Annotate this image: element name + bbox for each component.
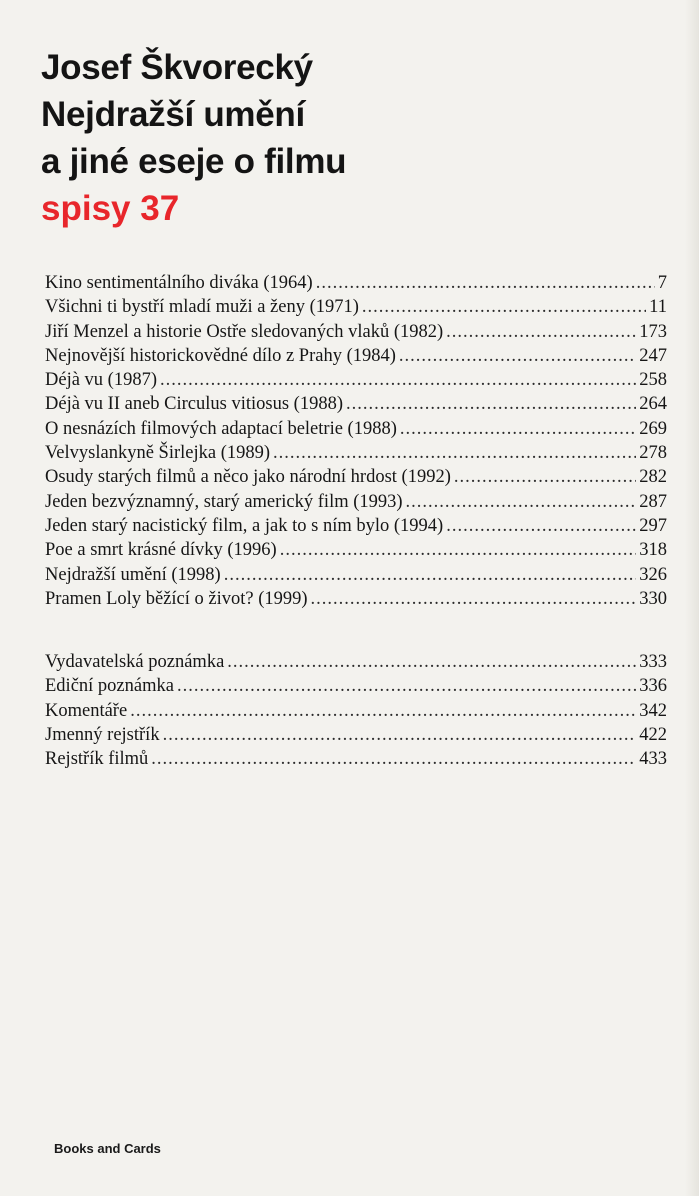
toc-entry-title: Osudy starých filmů a něco jako národní hrdost (1992) (45, 467, 451, 488)
toc-entry (45, 723, 667, 747)
table-of-contents-main (45, 271, 667, 611)
toc-entry-page: 173 (639, 321, 667, 342)
toc-entry-page: 336 (639, 676, 667, 697)
toc-entry-title: O nesnázích filmových adaptací beletrie (1988) (45, 418, 397, 439)
toc-dot-leader (224, 563, 637, 587)
title-block (41, 44, 346, 232)
toc-entry (45, 587, 667, 611)
toc-entry (45, 563, 667, 587)
toc-entry (45, 650, 667, 674)
toc-entry-page: 11 (649, 297, 667, 318)
book-title-line-2: a jiné eseje o filmu (41, 142, 347, 181)
toc-entry-title: Komentáře (45, 700, 128, 721)
page-edge (685, 0, 699, 1196)
toc-entry (45, 699, 667, 723)
toc-dot-leader (400, 417, 636, 441)
toc-dot-leader (130, 699, 636, 723)
toc-dot-leader (311, 587, 637, 611)
toc-entry-page: 258 (639, 370, 667, 391)
toc-entry (45, 368, 667, 392)
toc-entry (45, 417, 667, 441)
toc-dot-leader (177, 674, 636, 698)
toc-dot-leader (316, 271, 655, 295)
toc-entry (45, 295, 667, 319)
toc-entry-title: Déjà vu II aneb Circulus vitiosus (1988) (45, 394, 343, 415)
toc-entry-title: Déjà vu (1987) (45, 370, 157, 391)
toc-dot-leader (406, 490, 637, 514)
toc-dot-leader (399, 344, 636, 368)
toc-dot-leader (227, 650, 636, 674)
toc-entry-page: 342 (639, 700, 667, 721)
toc-entry (45, 465, 667, 489)
toc-entry-page: 297 (639, 515, 667, 536)
toc-entry-page: 326 (639, 564, 667, 585)
toc-entry (45, 747, 667, 771)
toc-dot-leader (273, 441, 636, 465)
toc-dot-leader (163, 723, 637, 747)
table-of-contents-back-matter (45, 650, 667, 771)
toc-entry (45, 344, 667, 368)
toc-entry-title: Jiří Menzel a historie Ostře sledovaných vlaků (1982) (45, 321, 444, 342)
toc-entry-title: Kino sentimentálního diváka (1964) (45, 273, 313, 293)
toc-dot-leader (346, 392, 636, 416)
toc-entry-page: 264 (639, 394, 667, 415)
toc-entry (45, 490, 667, 514)
toc-entry-title: Jeden bezvýznamný, starý americký film (1993) (45, 491, 403, 512)
toc-entry-title: Jmenný rejstřík (45, 724, 160, 745)
toc-entry-page: 422 (639, 724, 667, 745)
toc-entry (45, 271, 667, 295)
toc-entry (45, 320, 667, 344)
toc-entry-title: Ediční poznámka (45, 676, 174, 697)
toc-entry-page: 433 (639, 749, 667, 770)
toc-dot-leader (446, 320, 636, 344)
toc-entry-page: 287 (639, 491, 667, 512)
publisher-name: Books and Cards (54, 1141, 161, 1156)
toc-entry-page: 7 (657, 273, 667, 293)
toc-entry-title: Jeden starý nacistický film, a jak to s ním bylo (1994) (45, 515, 444, 536)
toc-entry (45, 441, 667, 465)
toc-entry-title: Poe a smrt krásné dívky (1996) (45, 540, 277, 561)
toc-entry-title: Velvyslankyně Širlejka (1989) (45, 443, 271, 464)
toc-entry (45, 674, 667, 698)
series-label: spisy 37 (41, 189, 180, 228)
toc-entry (45, 514, 667, 538)
toc-entry-title: Nejdražší umění (1998) (45, 564, 221, 585)
toc-entry (45, 538, 667, 562)
toc-entry-page: 282 (639, 467, 667, 488)
toc-entry-page: 247 (639, 345, 667, 366)
author-name: Josef Škvorecký (41, 48, 313, 87)
toc-dot-leader (446, 514, 636, 538)
toc-entry-title: Nejnovější historickovědné dílo z Prahy (1984) (45, 345, 396, 366)
toc-entry-page: 330 (639, 588, 667, 609)
toc-dot-leader (280, 538, 637, 562)
toc-dot-leader (160, 368, 636, 392)
toc-entry-page: 278 (639, 443, 667, 464)
toc-entry-page: 318 (639, 540, 667, 561)
toc-entry-title: Rejstřík filmů (45, 749, 149, 770)
toc-entry-page: 269 (639, 418, 667, 439)
book-title-line-1: Nejdražší umění (41, 95, 305, 134)
toc-entry-title: Pramen Loly běžící o život? (1999) (45, 588, 308, 609)
toc-dot-leader (362, 295, 646, 319)
toc-entry (45, 392, 667, 416)
toc-dot-leader (454, 465, 636, 489)
toc-entry-title: Všichni ti bystří mladí muži a ženy (1971) (45, 297, 359, 318)
toc-entry-page: 333 (639, 652, 667, 672)
toc-dot-leader (151, 747, 636, 771)
toc-entry-title: Vydavatelská poznámka (45, 652, 225, 672)
